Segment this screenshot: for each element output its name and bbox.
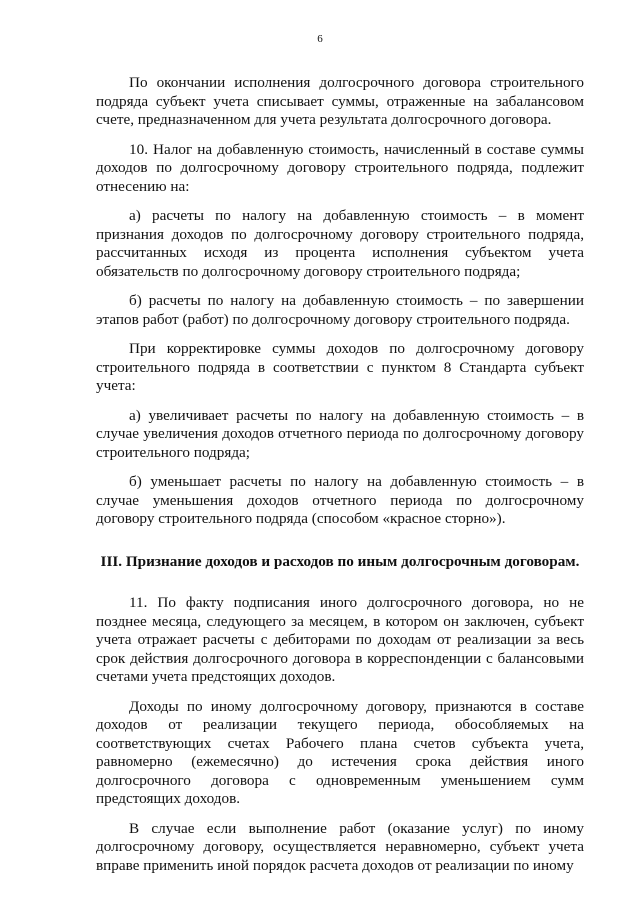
paragraph: По окончании исполнения долгосрочного договора строительного подряда субъект учета списывает суммы, отраженные на забалансовом счете, предназначенном для учета результата долгосрочного договора.: [96, 74, 584, 128]
paragraph: Доходы по иному долгосрочному договору, признаются в составе доходов от реализации текущего периода, обособляемых на соответствующих счетах Рабочего плана счетов субъекта учета, равномерно (ежемесячно) до истечения срока действия иного долгосрочного договора с одновременным уменьшением сумм предстоящих доходов.: [96, 697, 584, 807]
section-heading: III. Признание доходов и расходов по иным долгосрочным договорам.: [100, 552, 580, 570]
paragraph: 11. По факту подписания иного долгосрочного договора, но не позднее месяца, следующего за месяцем, в котором он заключен, субъект учета отражает расчеты с дебиторами по доходам от реализации за весь срок действия долгосрочного договора в корреспонденции с балансовыми счетами учета предстоящих доходов.: [96, 594, 584, 685]
paragraph: В случае если выполнение работ (оказание услуг) по иному долгосрочному договору, осуществляется неравномерно, субъект учета вправе применить иной порядок расчета доходов от реализации по иному: [96, 819, 584, 874]
page-number: 6: [317, 33, 323, 45]
paragraph: б) расчеты по налогу на добавленную стоимость – по завершении этапов работ (работ) по долгосрочному договору строительного подряда.: [96, 292, 584, 328]
paragraph: При корректировке суммы доходов по долгосрочному договору строительного подряда в соответствии с пунктом 8 Стандарта субъект учета:: [96, 340, 584, 394]
paragraph: 10. Налог на добавленную стоимость, начисленный в составе суммы доходов по долгосрочному договору строительного подряда, подлежит отнесению на:: [96, 140, 584, 195]
paragraph: а) увеличивает расчеты по налогу на добавленную стоимость – в случае увеличения доходов отчетного периода по долгосрочному договору строительного подряда;: [96, 406, 584, 461]
paragraph: а) расчеты по налогу на добавленную стоимость – в момент признания доходов по долгосрочному договору строительного подряда, рассчитанных исходя из процента исполнения субъектом учета обязательств по долгосрочному договору строительного подряда;: [96, 207, 584, 280]
paragraph: б) уменьшает расчеты по налогу на добавленную стоимость – в случае уменьшения доходов отчетного периода по долгосрочному договору строительного подряда (способом «красное сторно»).: [96, 473, 584, 527]
document-body: [96, 74, 584, 875]
